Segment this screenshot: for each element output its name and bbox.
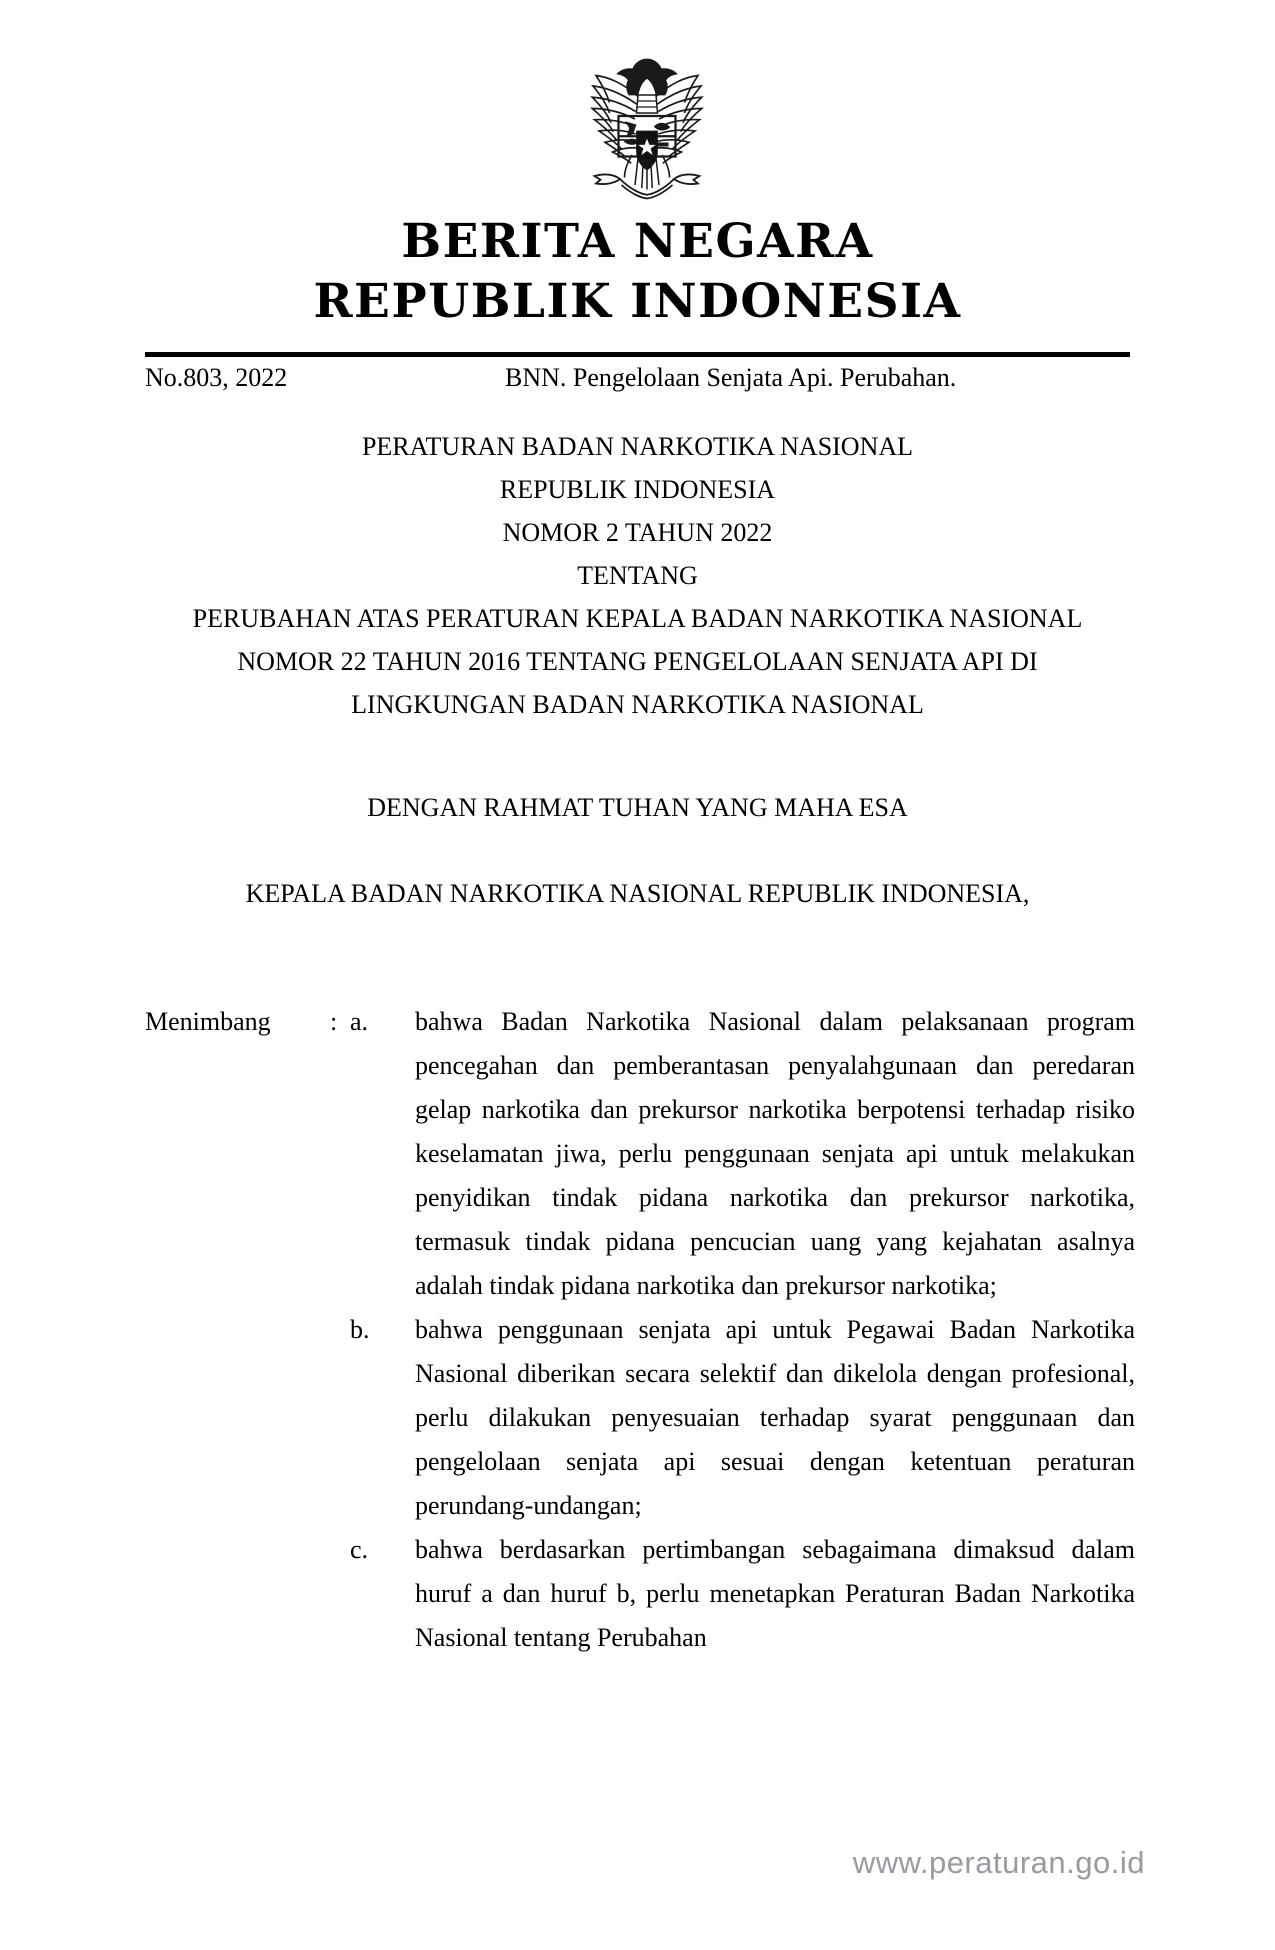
title-line-3: NOMOR 2 TAHUN 2022 bbox=[502, 518, 773, 547]
masthead-line-1: BERITA NEGARA bbox=[401, 214, 874, 269]
considering-label: Menimbang bbox=[145, 1007, 271, 1036]
considering-marker-b: b. bbox=[350, 1315, 370, 1344]
issuing-authority: KEPALA BADAN NARKOTIKA NASIONAL REPUBLIK INDONESIA, bbox=[245, 879, 1030, 908]
masthead bbox=[0, 212, 1275, 332]
considering-text-a: bahwa Badan Narkotika Nasional dalam pelaksanaan program pencegahan dan pemberantasan penyalahgunaan dan peredaran gelap narkotika dan prekursor narkotika berpotensi terhadap risiko keselamatan jiwa, perlu penggunaan senjata api untuk melakukan penyidikan tindak pidana narkotika dan prekursor narkotika, termasuk tindak pidana pencucian uang yang kejahatan asalnya adalah tindak pidana narkotika dan prekursor narkotika; bbox=[415, 1007, 1135, 1300]
gazette-subject: BNN. Pengelolaan Senjata Api. Perubahan. bbox=[505, 363, 957, 392]
gazette-meta-row bbox=[145, 358, 1130, 398]
considering-text-c: bahwa berdasarkan pertimbangan sebagaimana dimaksud dalam huruf a dan huruf b, perlu menetapkan Peraturan Badan Narkotika Nasional tentang Perubahan bbox=[415, 1535, 1135, 1652]
title-line-1: PERATURAN BADAN NARKOTIKA NASIONAL bbox=[361, 432, 914, 461]
title-line-6: NOMOR 22 TAHUN 2016 TENTANG PENGELOLAAN SENJATA API DI bbox=[237, 647, 1038, 676]
title-line-4: TENTANG bbox=[577, 561, 698, 590]
considering-marker-a: a. bbox=[350, 1007, 369, 1036]
considering-items bbox=[350, 1000, 1135, 1660]
header-divider bbox=[145, 352, 1130, 357]
considering-item-a bbox=[350, 1000, 1135, 1308]
site-watermark: www.peraturan.go.id bbox=[852, 1845, 1145, 1880]
considering-item-b bbox=[350, 1308, 1135, 1528]
considering-item-c bbox=[350, 1528, 1135, 1660]
considering-text-b: bahwa penggunaan senjata api untuk Pegawai Badan Narkotika Nasional diberikan secara selektif dan dikelola dengan profesional, perlu dilakukan penyesuaian terhadap syarat penggunaan dan pengelolaan senjata api sesuai dengan ketentuan peraturan perundang-undangan; bbox=[415, 1315, 1135, 1520]
considering-marker-c: c. bbox=[350, 1535, 369, 1564]
masthead-line-2: REPUBLIK INDONESIA bbox=[313, 274, 962, 329]
title-line-2: REPUBLIK INDONESIA bbox=[499, 475, 776, 504]
considering-colon: : bbox=[330, 1007, 338, 1036]
garuda-pancasila-emblem bbox=[572, 38, 722, 203]
title-line-7: LINGKUNGAN BADAN NARKOTIKA NASIONAL bbox=[351, 690, 924, 719]
gazette-number: No.803, 2022 bbox=[145, 363, 288, 392]
emblem-container bbox=[0, 38, 1275, 208]
invocation-text: DENGAN RAHMAT TUHAN YANG MAHA ESA bbox=[367, 793, 908, 822]
regulation-title-block bbox=[145, 425, 1130, 726]
title-line-5: PERUBAHAN ATAS PERATURAN KEPALA BADAN NARKOTIKA NASIONAL bbox=[192, 604, 1083, 633]
